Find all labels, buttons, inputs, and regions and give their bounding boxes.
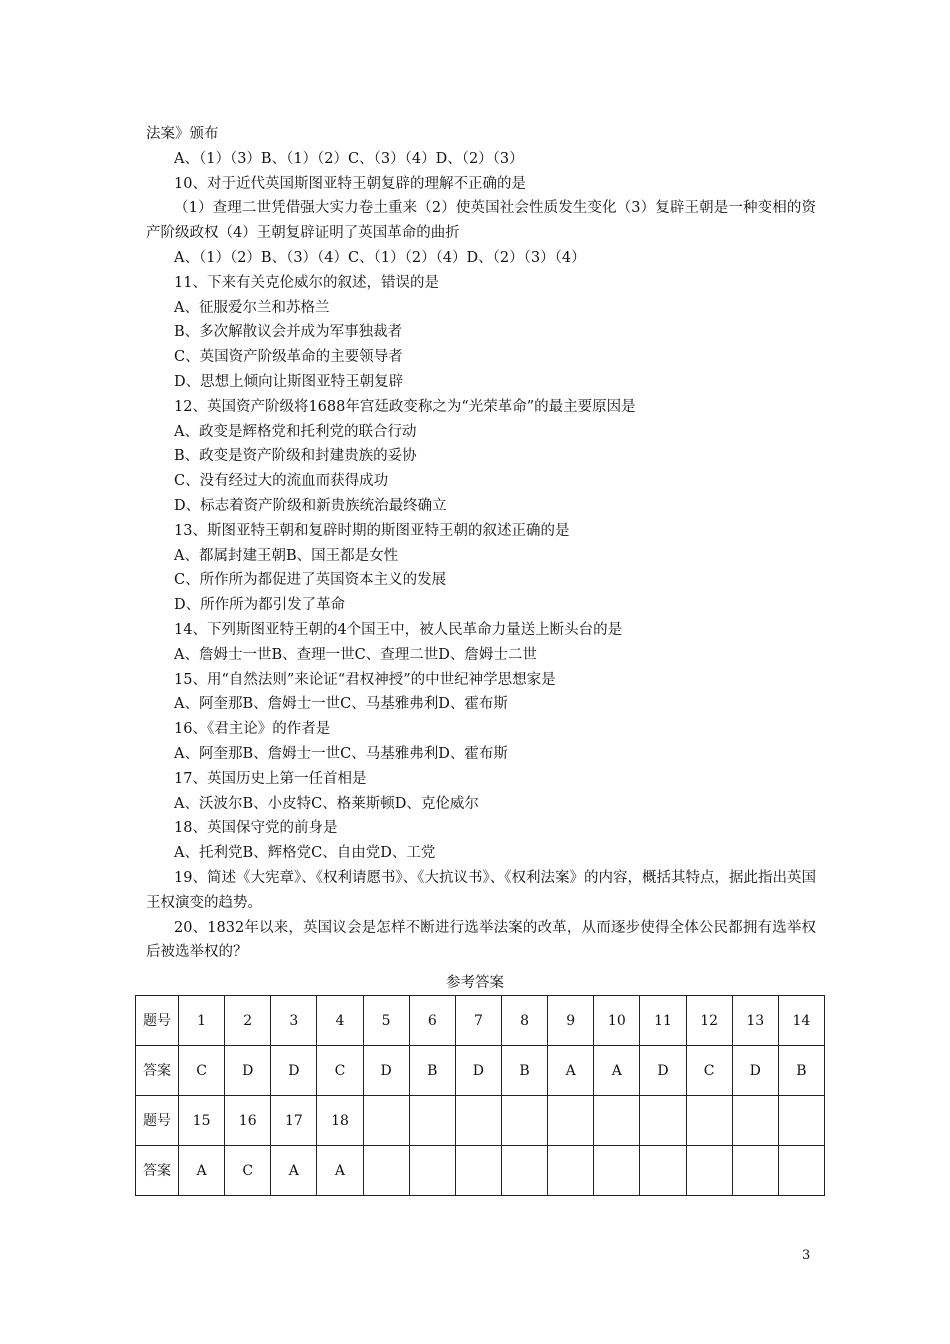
answers-title: 参考答案 <box>446 975 504 991</box>
table-cell: 13 <box>732 996 778 1046</box>
question-14: 14、下列斯图亚特王朝的4个国王中，被人民革命力量送上断头台的是 <box>174 621 623 638</box>
option-d: D、思想上倾向让斯图亚特王朝复辟 <box>174 373 404 390</box>
table-cell <box>548 1096 594 1146</box>
table-cell <box>455 1146 501 1196</box>
table-cell: 7 <box>455 996 501 1046</box>
table-cell: 9 <box>548 996 594 1046</box>
table-cell: D <box>225 1046 271 1096</box>
question-11: 11、下来有关克伦威尔的叙述，错误的是 <box>174 274 439 291</box>
table-cell: A <box>271 1146 317 1196</box>
table-cell: D <box>640 1046 686 1096</box>
table-cell <box>594 1146 640 1196</box>
table-cell: C <box>686 1046 732 1096</box>
option-a: A、政变是辉格党和托利党的联合行动 <box>174 423 417 440</box>
table-cell: 1 <box>179 996 225 1046</box>
table-cell: 17 <box>271 1096 317 1146</box>
row-header: 答案 <box>136 1046 179 1096</box>
option-c: C、所作所为都促进了英国资本主义的发展 <box>174 572 447 589</box>
table-cell: 8 <box>501 996 547 1046</box>
table-cell <box>363 1146 409 1196</box>
table-cell <box>686 1146 732 1196</box>
table-cell: 16 <box>225 1096 271 1146</box>
table-cell: B <box>778 1046 824 1096</box>
row-header: 题号 <box>136 996 179 1046</box>
table-cell: 4 <box>317 996 363 1046</box>
table-cell: 5 <box>363 996 409 1046</box>
options-line: A、都属封建王朝B、国王都是女性 <box>174 547 399 564</box>
table-row <box>136 1146 825 1196</box>
table-cell: 10 <box>594 996 640 1046</box>
table-cell <box>455 1096 501 1146</box>
table-cell <box>778 1096 824 1146</box>
options-line: A、詹姆士一世B、查理一世C、查理二世D、詹姆士二世 <box>174 646 537 663</box>
question-10: 10、对于近代英国斯图亚特王朝复辟的理解不正确的是 <box>174 175 526 192</box>
options-line: A、（1）（3）B、（1）（2）C、（3）（4）D、（2）（3） <box>174 150 524 167</box>
table-cell: 11 <box>640 996 686 1046</box>
table-cell <box>548 1146 594 1196</box>
question-17: 17、英国历史上第一任首相是 <box>174 770 367 787</box>
table-cell: B <box>501 1046 547 1096</box>
table-row <box>136 1046 825 1096</box>
table-cell <box>501 1146 547 1196</box>
table-row <box>136 996 825 1046</box>
table-cell <box>594 1096 640 1146</box>
table-cell: C <box>225 1146 271 1196</box>
row-header: 答案 <box>136 1146 179 1196</box>
table-cell <box>640 1096 686 1146</box>
options-line: A、阿奎那B、詹姆士一世C、马基雅弗利D、霍布斯 <box>174 745 508 762</box>
table-cell: C <box>317 1046 363 1096</box>
table-cell: 3 <box>271 996 317 1046</box>
question-13: 13、斯图亚特王朝和复辟时期的斯图亚特王朝的叙述正确的是 <box>174 522 570 539</box>
table-cell <box>732 1096 778 1146</box>
question-12: 12、英国资产阶级将1688年宫廷政变称之为“光荣革命”的最主要原因是 <box>174 398 636 415</box>
question-16: 16、《君主论》的作者是 <box>174 721 331 738</box>
table-cell: C <box>179 1046 225 1096</box>
table-cell: A <box>179 1146 225 1196</box>
table-cell <box>778 1146 824 1196</box>
question-19: 19、简述《大宪章》、《权利请愿书》、《大抗议书》、《权利法案》的内容，概括其特点，据此指出英国王权演变的趋势。 <box>146 869 816 911</box>
question-18: 18、英国保守党的前身是 <box>174 820 338 837</box>
table-cell: 12 <box>686 996 732 1046</box>
option-c: C、没有经过大的流血而获得成功 <box>174 473 389 490</box>
table-cell: A <box>594 1046 640 1096</box>
option-c: C、英国资产阶级革命的主要领导者 <box>174 349 403 366</box>
table-row <box>136 1096 825 1146</box>
table-cell <box>686 1096 732 1146</box>
question-20: 20、1832年以来，英国议会是怎样不断进行选举法案的改革，从而逐步使得全体公民都拥有选举权后被选举权的？ <box>146 919 816 961</box>
table-cell: A <box>548 1046 594 1096</box>
table-cell <box>409 1096 455 1146</box>
table-cell <box>501 1096 547 1146</box>
question-15: 15、用“自然法则”来论证“君权神授”的中世纪神学思想家是 <box>174 671 556 688</box>
option-d: D、所作所为都引发了革命 <box>174 597 346 614</box>
page-number: 3 <box>802 1248 811 1263</box>
answer-table <box>135 995 825 1196</box>
table-cell: D <box>271 1046 317 1096</box>
option-b: B、政变是资产阶级和封建贵族的妥协 <box>174 448 417 465</box>
options-line: A、阿奎那B、詹姆士一世C、马基雅弗利D、霍布斯 <box>174 696 508 713</box>
table-cell: B <box>409 1046 455 1096</box>
table-cell: 18 <box>317 1096 363 1146</box>
option-b: B、多次解散议会并成为军事独裁者 <box>174 324 403 341</box>
table-cell: 14 <box>778 996 824 1046</box>
table-cell: D <box>732 1046 778 1096</box>
question-10-statements: （1）查理二世凭借强大实力卷土重来（2）使英国社会性质发生变化（3）复辟王朝是一种变相的资产阶级政权（4）王朝复辟证明了英国革命的曲折 <box>146 200 816 242</box>
table-cell: D <box>455 1046 501 1096</box>
options-line: A、托利党B、辉格党C、自由党D、工党 <box>174 845 436 862</box>
table-cell <box>363 1096 409 1146</box>
table-cell <box>732 1146 778 1196</box>
table-cell <box>409 1146 455 1196</box>
option-d: D、标志着资产阶级和新贵族统治最终确立 <box>174 497 447 514</box>
row-header: 题号 <box>136 1096 179 1146</box>
table-cell: D <box>363 1046 409 1096</box>
table-cell: 6 <box>409 996 455 1046</box>
text-line: 法案》颁布 <box>146 126 219 142</box>
table-cell: A <box>317 1146 363 1196</box>
options-line: A、沃波尔B、小皮特C、格莱斯顿D、克伦威尔 <box>174 795 479 812</box>
table-cell: 15 <box>179 1096 225 1146</box>
document-body <box>146 122 816 965</box>
option-a: A、征服爱尔兰和苏格兰 <box>174 299 330 316</box>
options-line: A、（1）（2）B、（3）（4）C、（1）（2）（4）D、（2）（3）（4） <box>174 249 586 266</box>
table-cell <box>640 1146 686 1196</box>
table-cell: 2 <box>225 996 271 1046</box>
